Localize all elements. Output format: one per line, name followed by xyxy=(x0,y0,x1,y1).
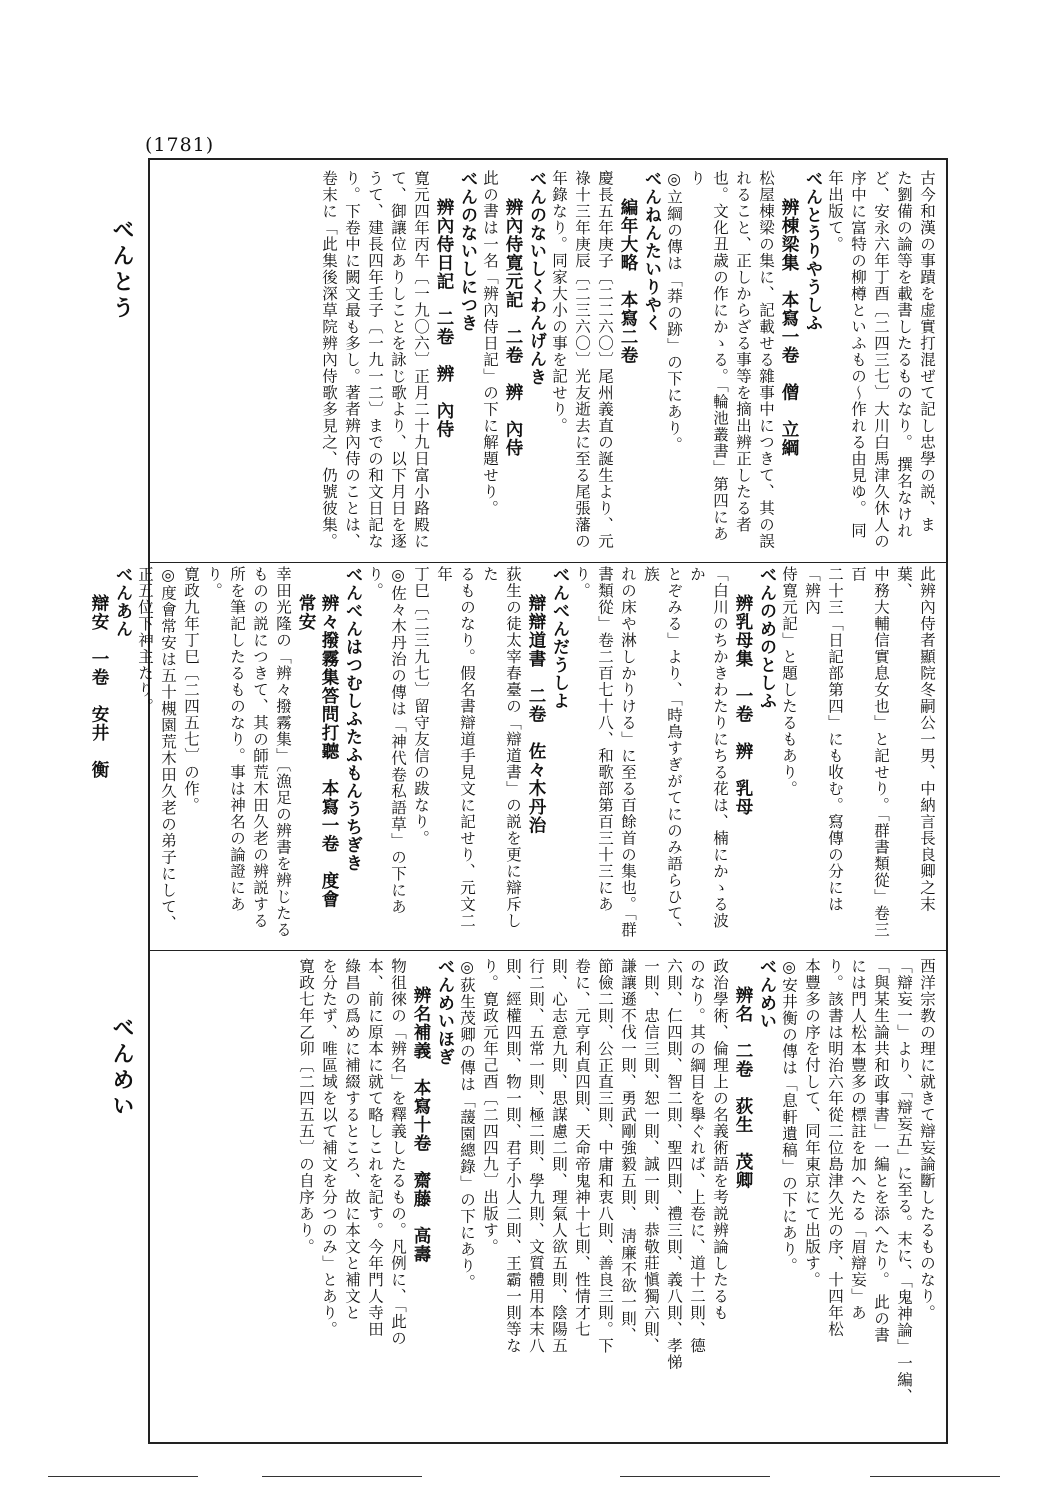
text-line: 寛政九年丁巳〔二四五七〕の作。 xyxy=(182,566,200,814)
text-line: 慶長五年庚子〔二二六〇〕尾州義直の誕生より、元 xyxy=(596,170,614,550)
margin-heading-top: べんとう xyxy=(109,218,134,322)
text-line: 年出版て。 xyxy=(826,170,844,253)
upper-section xyxy=(162,170,938,554)
text-line: 政治學術、倫理上の名義術語を考説辨論したるも xyxy=(711,958,729,1321)
text-line: 則、心志意九則、思謀慮二則、理氣人欲五則、陰陽五 xyxy=(550,958,568,1354)
entry-heading: べんべんはつむしふたふもんうちぎき xyxy=(342,566,362,872)
text-line: 正五位下神主たり。 xyxy=(136,566,154,715)
text-line: 松屋棟梁の集に、記載せる雜事中につきて、其の誤 xyxy=(757,170,775,550)
entry-title: 辨乳母集 一卷 辨 乳母 xyxy=(733,594,753,816)
text-line: 本豐多の序を付して、同年東京にて出版す。 xyxy=(803,958,821,1288)
text-line: 寛元四年丙午〔一九〇六〕正月二十九日富小路殿に xyxy=(412,170,430,550)
footer-rule xyxy=(48,1476,198,1477)
footer-rule xyxy=(620,1476,770,1477)
text-line: 「與某生論共和政事書」一編とを添へたり。 此の書 xyxy=(872,958,890,1344)
entry-heading: べんねんたいりやく xyxy=(641,170,661,332)
text-line: 西洋宗教の理に就きて辯妄論斷したるものなり。 xyxy=(918,958,936,1321)
text-line: 則、經權四則、物一則、君子小人二則、王霸一則等な xyxy=(504,958,522,1354)
entry-title: 辨名 二卷 荻生 茂卿 xyxy=(733,986,753,1190)
text-line: るものなり。假名書辯道手見文に記せり、元文二年 xyxy=(435,566,476,929)
text-line: り。寛政元年己酉〔二四四九〕出版す。 xyxy=(481,958,499,1255)
text-line: り。該書は明治六年從二位島津久光の序、十四年松 xyxy=(826,958,844,1338)
footer-rule xyxy=(262,1476,422,1477)
text-line: 侍寛元記」と題したるもあり。 xyxy=(780,566,798,797)
text-line: 所を筆記したるものなり。事は神名の論證にあり。 xyxy=(205,566,246,913)
entry-heading: べんべんだうしよ xyxy=(549,566,569,710)
text-line: 物徂徠の「辨名」を釋義したるもの。凡例に、「此の xyxy=(389,958,407,1347)
text-line: のなり。其の綱目を擧ぐれば、上卷に、道十二則、德 xyxy=(688,958,706,1354)
text-line: れること、正しからざる事等を摘出辨正したる者 xyxy=(734,170,752,533)
text-line: 二十三「日記部第四」にも收む。寫傳の分には「辨內 xyxy=(803,566,844,913)
entry-title: 辯安 一卷 安井 衡 xyxy=(89,594,109,779)
footer-rule xyxy=(870,1476,1000,1477)
text-line: り。下卷中に闕文最も多し。著者辨內侍のことは、 xyxy=(343,170,361,550)
text-line: を分たず、唯區域を以て補文を分つのみ」とあり。 xyxy=(320,958,338,1338)
divider-upper xyxy=(150,562,946,563)
text-line: 本、前に原本に就て略しこれを記す。今年門人寺田 xyxy=(366,958,384,1338)
text-line: ど、安永六年丁酉〔二四三七〕大川白馬津久休人の xyxy=(872,170,890,550)
text-line: とぞみる」より、「時鳥すぎがてにのみ語らひて、族 xyxy=(642,566,683,938)
text-line: 此の書は一名「辨內侍日記」の下に解題せり。 xyxy=(481,170,499,517)
entry-title: 辨棟梁集 本寫一卷 僧 立綱 xyxy=(779,198,799,457)
text-line: て、御讓位ありしことを詠じ歌より、以下月日を逐 xyxy=(389,170,407,550)
text-line: 年錄なり。同家大小の事を記せり。 xyxy=(550,170,568,434)
margin-heading-bottom: べんめい xyxy=(109,1016,134,1120)
entry-title: 辨內侍日記 二卷 辨 內侍 xyxy=(434,198,454,439)
text-line: 古今和漢の事蹟を虚實打混ぜて記し忠學の説、ま xyxy=(918,170,936,533)
text-line: 「辯妄一」より、「辯妄五」に至る。末に、「鬼神論」一編、 xyxy=(895,958,913,1405)
entry-heading: べんめいほぎ xyxy=(434,958,454,1066)
text-line: 「白川のちかきわたりにちる花は、楠にかゝる波か xyxy=(688,566,729,929)
text-line: 序中に富特の柳樽といふもの〜作れる由見ゆ。 同 xyxy=(849,170,867,539)
text-line: ◎度會常安は五十槻園荒木田久老の弟子にして、 xyxy=(159,566,177,932)
text-line: 幸田光隆の「辨々撥霧集」〔漁足の辨書を辨じたる xyxy=(274,566,292,938)
text-line: 書類從」卷二百七十八、和歌部第百三十三にあり。 xyxy=(573,566,614,913)
text-line: 寛政七年乙卯〔二四五五〕の自序あり。 xyxy=(297,958,315,1255)
middle-section xyxy=(89,566,938,940)
entry-title: 辨名補義 本寫十卷 齋藤 高壽 xyxy=(411,986,431,1264)
entry-title: 編年大略 本寫二卷 xyxy=(618,198,638,365)
divider-lower xyxy=(150,950,946,951)
lower-section xyxy=(162,958,938,1436)
text-line: 節儉二則、公正直三則、中庸和衷八則、善良三則。下 xyxy=(596,958,614,1354)
entry-heading: べんとうりやうしふ xyxy=(802,170,822,332)
entry-title: 辨內侍寛元記 二卷 辨 內侍 xyxy=(503,198,523,457)
entry-heading: べんのめのとしふ xyxy=(756,566,776,710)
text-line: うて、建長四年壬子〔一九一二〕までの和文日記な xyxy=(366,170,384,550)
text-line: ものの説につきて、其の師荒木田久老の辨説する xyxy=(251,566,269,929)
text-line: 六則、仁四則、智二則、聖四則、禮三則、義八則、孝悌 xyxy=(665,958,683,1371)
text-line: 謙讓遜不伐一則、勇武剛強毅五則、 淸廉不欲一則、 xyxy=(619,958,637,1344)
page-number: (1781) xyxy=(145,134,215,156)
entry-title: 辨々撥霧集答問打聽 本寫一卷 度會 常安 xyxy=(296,594,339,927)
entry-heading: べんのないしにつき xyxy=(457,170,477,332)
text-line: には門人松本豐多の標註を加へたる「眉辯妄」あ xyxy=(849,958,867,1321)
entry-heading: べんあん xyxy=(112,566,132,638)
text-line: 卷に、元亨利貞四則、天命帝鬼神十七則、性情才七 xyxy=(573,958,591,1338)
text-line: 祿十三年庚辰〔二三六〇〕光友逝去に至る尾張藩の xyxy=(573,170,591,550)
text-line: 行二則、五常一則、極二則、學九則、文質體用本末八 xyxy=(527,958,545,1354)
text-line: ◎安井衡の傳は「息軒遺稿」の下にあり。 xyxy=(780,958,798,1274)
text-line: 綠昌の爲めに補綴するところ、故に本文と補文と xyxy=(343,958,361,1321)
text-line: ◎立綱の傳は「莽の跡」の下にあり。 xyxy=(665,170,683,453)
text-line: 丁巳〔二三九七〕留守友信の跋なり。 xyxy=(412,566,430,847)
text-line: 此辨內侍者顯院冬嗣公一男、中納言長良卿之末葉、 xyxy=(895,566,936,913)
text-line: 中務大輔信實息女也」と記せり。「群書類從」卷三百 xyxy=(849,566,890,938)
text-line: ◎荻生茂卿の傳は「蘐園總錄」の下にあり。 xyxy=(458,958,476,1291)
text-line: れの床や淋しかりける」に至る百餘首の集也。「群 xyxy=(619,566,637,938)
text-line: 也。文化丑歳の作にかゝる。「輪池叢書」第四にあり xyxy=(688,170,729,542)
text-line: 一則、忠信三則、恕一則、誠一則、恭敬莊愼獨六則、 xyxy=(642,958,660,1354)
entry-heading: べんのないしくわんげんき xyxy=(526,170,546,386)
text-line: た劉備の論等を載書したるものなり。 撰名なけれ xyxy=(895,170,913,539)
text-line: 卷末に「此集後深草院辨內侍歌多見之、仍號彼集。 xyxy=(320,170,338,550)
entry-heading: べんめい xyxy=(756,958,776,1030)
text-line: ◎佐々木丹治の傳は「神代卷私語草」の下にあり。 xyxy=(366,566,407,915)
entry-title: 辯辯道書 二卷 佐々木丹治 xyxy=(526,594,546,835)
text-line: 荻生の徒太宰春臺の「辯道書」の説を更に辯斥した xyxy=(481,566,522,929)
